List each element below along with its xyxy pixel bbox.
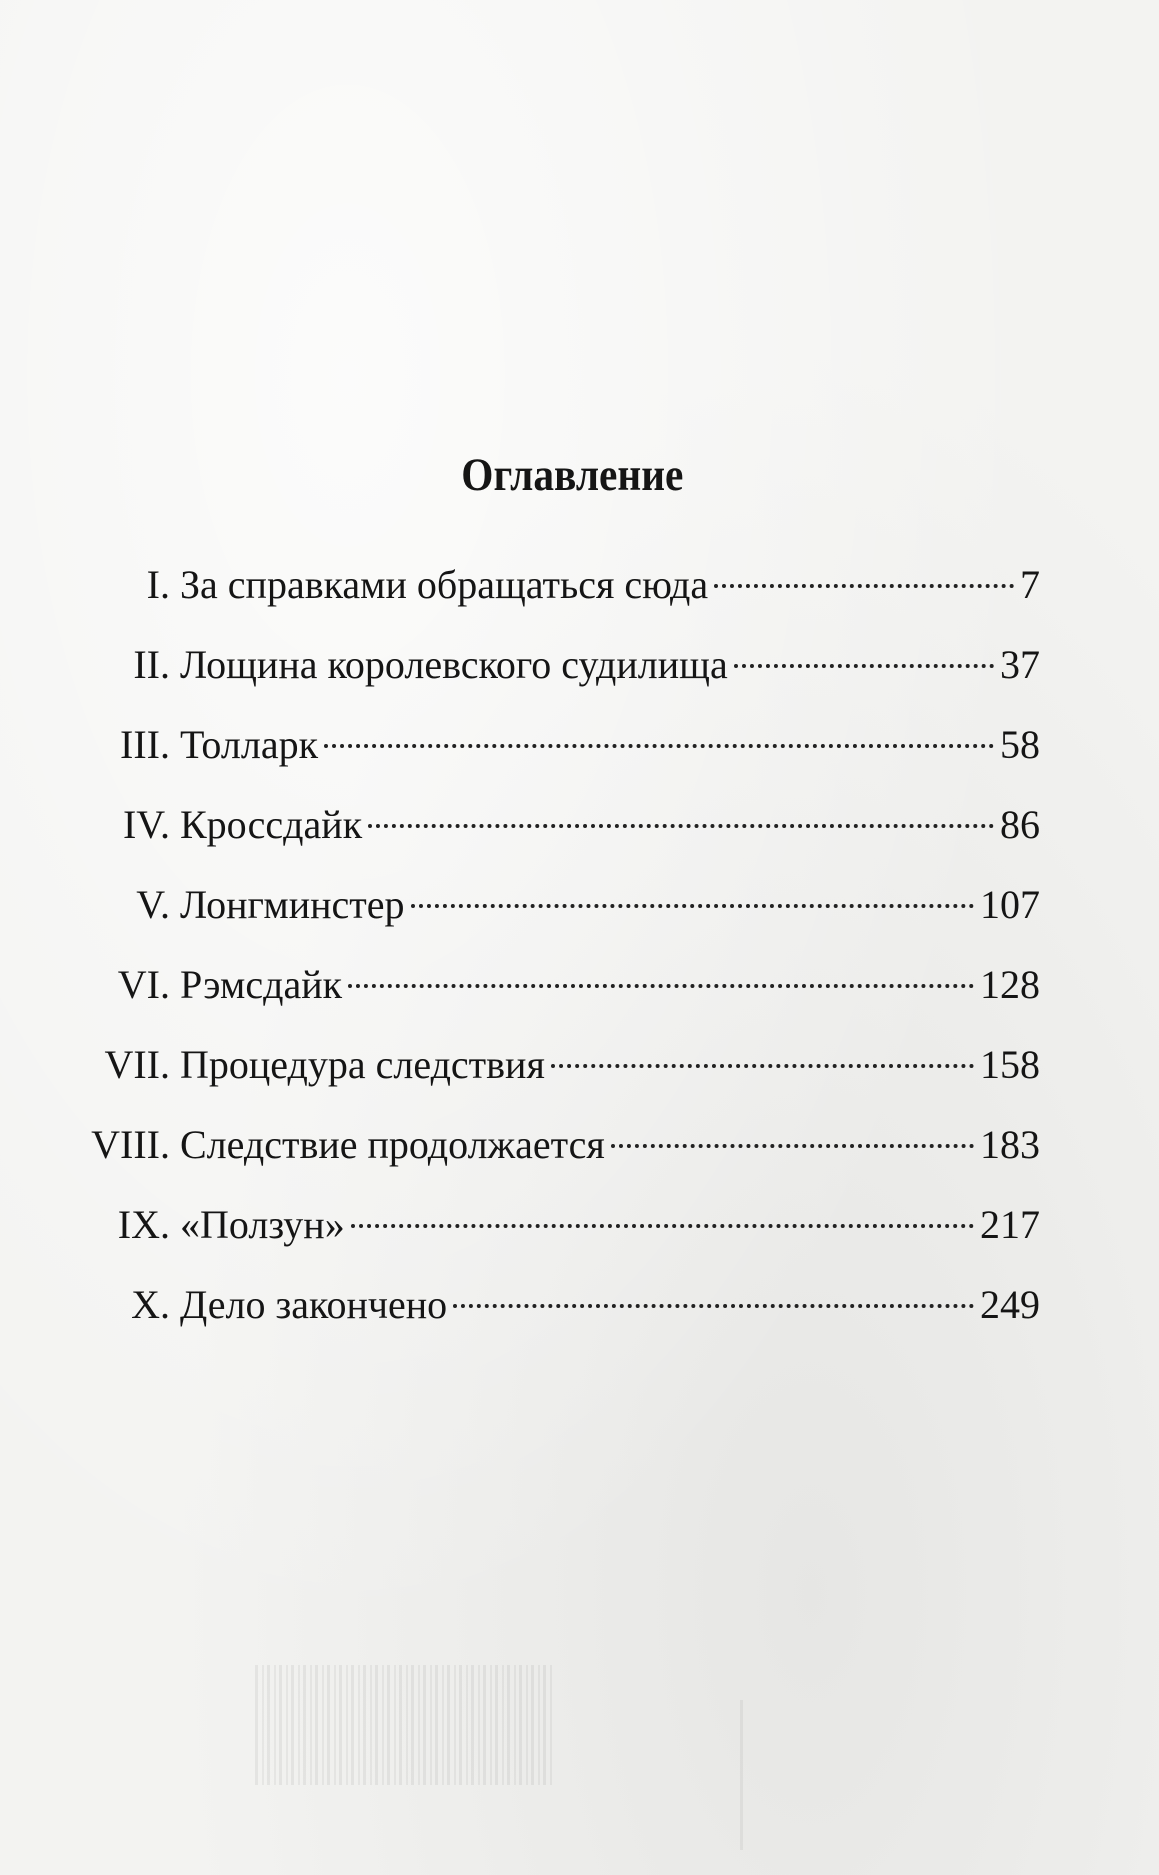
toc-entry [180, 1275, 1040, 1335]
chapter-title: Рэмсдайк [180, 962, 343, 1007]
page-title: Оглавление [461, 449, 684, 501]
dot-leader [714, 584, 1014, 588]
dot-leader [453, 1304, 974, 1308]
page-number: 128 [980, 962, 1040, 1007]
page-number: 86 [1000, 802, 1040, 847]
chapter-title: Кроссдайк [180, 802, 363, 847]
toc-row-10 [40, 1275, 1040, 1335]
toc-row-7 [40, 1035, 1040, 1095]
chapter-title: «Ползун» [180, 1202, 345, 1247]
dot-leader [411, 904, 974, 908]
chapter-number: IX. [117, 1202, 170, 1247]
toc-row-4 [40, 795, 1040, 855]
page-number: 107 [980, 882, 1040, 927]
chapter-title: Дело закончено [180, 1282, 448, 1327]
chapter-number: II. [133, 642, 170, 687]
dot-leader [611, 1144, 974, 1148]
page-number: 249 [980, 1282, 1040, 1327]
chapter-number: III. [120, 722, 170, 767]
page-number: 217 [980, 1202, 1040, 1247]
toc-row-3 [40, 715, 1040, 775]
dot-leader [368, 824, 994, 828]
dot-leader [324, 744, 994, 748]
toc-entry [180, 1195, 1040, 1255]
chapter-number: VII. [104, 1042, 170, 1087]
show-through-frame [740, 1700, 1043, 1850]
toc-entry [180, 1115, 1040, 1175]
page-number: 183 [980, 1122, 1040, 1167]
toc-entry [180, 555, 1040, 615]
chapter-number: V. [136, 882, 170, 927]
chapter-title: Следствие продолжается [180, 1122, 605, 1167]
chapter-number: I. [146, 562, 170, 607]
page-number: 58 [1000, 722, 1040, 767]
chapter-number: X. [131, 1282, 170, 1327]
page-number: 37 [1000, 642, 1040, 687]
toc-entry [180, 955, 1040, 1015]
chapter-title: Процедура следствия [180, 1042, 545, 1087]
chapter-title: Толларк [180, 722, 319, 767]
toc-row-2 [40, 635, 1040, 695]
toc-row-6 [40, 955, 1040, 1015]
chapter-number: VI. [117, 962, 170, 1007]
toc-row-9 [40, 1195, 1040, 1255]
dot-leader [734, 664, 994, 668]
toc-entry [180, 875, 1040, 935]
toc-entry [180, 795, 1040, 855]
chapter-number: VIII. [91, 1122, 170, 1167]
dot-leader [551, 1064, 974, 1068]
chapter-number: IV. [122, 802, 170, 847]
chapter-title: За справками обращаться сюда [180, 562, 709, 607]
dot-leader [351, 1224, 974, 1228]
page-number: 7 [1020, 562, 1040, 607]
show-through-barcode [255, 1665, 555, 1785]
chapter-title: Лощина королевского судилища [180, 642, 728, 687]
chapter-title: Лонгминстер [180, 882, 405, 927]
page-number: 158 [980, 1042, 1040, 1087]
toc-row-1 [40, 555, 1040, 615]
dot-leader [348, 984, 974, 988]
toc-row-8 [40, 1115, 1040, 1175]
toc-entry [180, 715, 1040, 775]
toc-entry [180, 1035, 1040, 1095]
toc-row-5 [40, 875, 1040, 935]
toc-entry [180, 635, 1040, 695]
